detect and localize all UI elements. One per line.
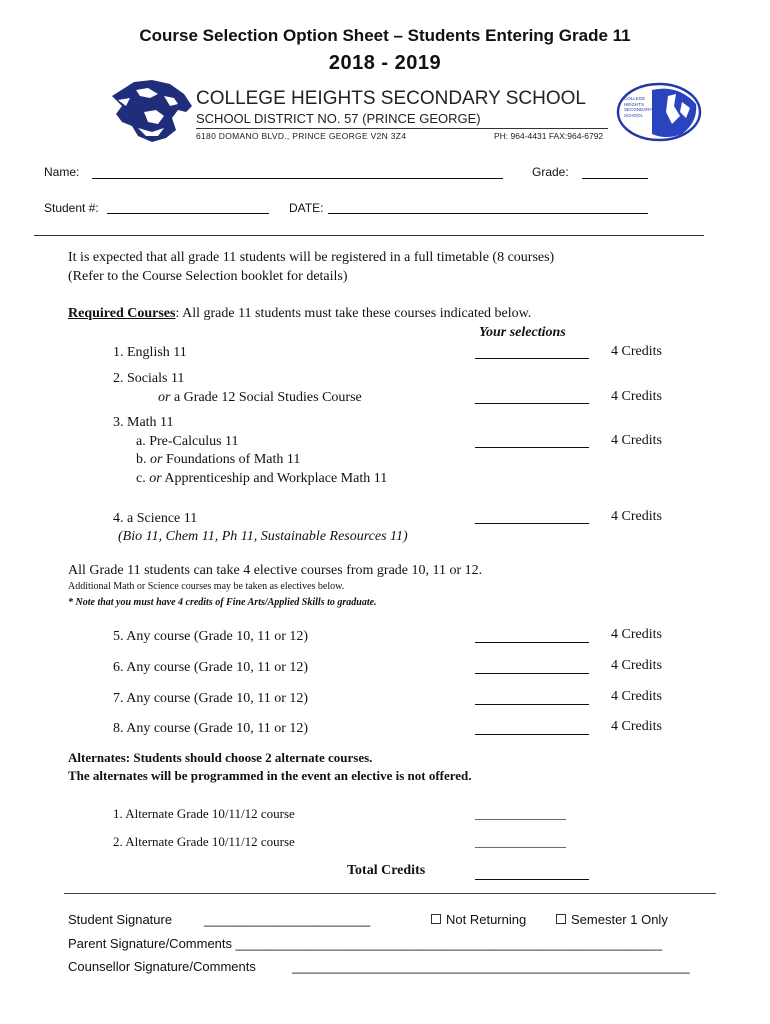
option-text: Apprenticeship and Workplace Math 11	[161, 471, 388, 486]
selection-field[interactable]	[475, 523, 589, 524]
course-math-option	[136, 450, 300, 469]
section-divider	[34, 235, 704, 236]
elective-item: 6. Any course (Grade 10, 11 or 12)	[113, 660, 309, 675]
not-returning-checkbox[interactable]	[431, 912, 526, 927]
credits-label: 4 Credits	[611, 627, 662, 642]
selection-field[interactable]	[475, 358, 589, 359]
electives-note: * Note that you must have 4 credits of Fine Arts/Applied Skills to graduate.	[68, 597, 377, 608]
alternate-field[interactable]: ______________	[475, 806, 566, 821]
date-field[interactable]	[328, 213, 648, 214]
course-socials-alt	[158, 388, 362, 407]
credits-label: 4 Credits	[611, 389, 662, 404]
course-socials: 2. Socials 11	[113, 371, 185, 386]
alternate-item: 1. Alternate Grade 10/11/12 course	[113, 806, 295, 821]
crest-text-line: SCHOOL	[624, 112, 644, 118]
credits-label: 4 Credits	[611, 689, 662, 704]
school-year: 2018 - 2019	[328, 52, 442, 74]
student-number-field[interactable]	[107, 213, 269, 214]
option-text: Foundations of Math 11	[162, 452, 301, 467]
course-math-option: a. Pre-Calculus 11	[136, 434, 239, 449]
school-district: SCHOOL DISTRICT NO. 57 (PRINCE GEORGE)	[196, 111, 481, 126]
alternate-field[interactable]: ______________	[475, 834, 566, 849]
grade-label: Grade:	[532, 165, 569, 179]
crest-text-line: SECONDARY	[624, 107, 653, 112]
name-field[interactable]	[92, 178, 503, 179]
student-signature-label: Student Signature	[68, 912, 173, 927]
counsellor-signature-label: Counsellor Signature/Comments	[68, 959, 256, 974]
intro-line: (Refer to the Course Selection booklet for details)	[68, 269, 348, 284]
elective-item: 7. Any course (Grade 10, 11 or 12)	[113, 691, 309, 706]
not-returning-label: Not Returning	[446, 912, 527, 927]
elective-item: 5. Any course (Grade 10, 11 or 12)	[113, 629, 309, 644]
total-credits-label: Total Credits	[347, 863, 426, 878]
credits-label: 4 Credits	[611, 719, 662, 734]
student-number-label: Student #:	[44, 201, 99, 215]
course-science: 4. a Science 11	[113, 511, 198, 526]
selection-field[interactable]	[475, 704, 589, 705]
or-label: or	[149, 471, 162, 486]
school-crest-icon	[616, 82, 702, 142]
electives-intro: All Grade 11 students can take 4 elective courses from grade 10, 11 or 12.	[68, 563, 483, 578]
electives-note: Additional Math or Science courses may be taken as electives below.	[68, 581, 345, 592]
alternates-note: The alternates will be programmed in the event an elective is not offered.	[68, 768, 472, 783]
elective-item: 8. Any course (Grade 10, 11 or 12)	[113, 721, 309, 736]
semester1-checkbox[interactable]	[556, 912, 668, 927]
page-title: Course Selection Option Sheet – Students Entering Grade 11	[139, 26, 631, 45]
course-science-detail: (Bio 11, Chem 11, Ph 11, Sustainable Resources 11)	[118, 529, 408, 544]
name-label: Name:	[44, 165, 80, 179]
footer-divider	[64, 893, 716, 894]
selection-field[interactable]	[475, 673, 589, 674]
checkbox-icon	[556, 914, 566, 924]
option-prefix: b.	[136, 452, 150, 467]
school-phone: PH: 964-4431 FAX:964-6792	[494, 131, 604, 141]
selection-field[interactable]	[475, 734, 589, 735]
credits-label: 4 Credits	[611, 658, 662, 673]
required-courses-heading	[68, 304, 531, 323]
credits-label: 4 Credits	[611, 509, 662, 524]
socials-alt-text: a Grade 12 Social Studies Course	[170, 390, 362, 405]
school-address: 6180 DOMANO BLVD., PRINCE GEORGE V2N 3Z4	[196, 131, 407, 141]
selection-field[interactable]	[475, 403, 589, 404]
date-label: DATE:	[289, 201, 324, 215]
credits-label: 4 Credits	[611, 433, 662, 448]
required-heading-label: Required Courses	[68, 306, 176, 321]
parent-signature-field[interactable]: Parent Signature/Comments ___________________________________________________________	[68, 936, 663, 951]
or-label: or	[150, 452, 163, 467]
or-label: or	[158, 390, 171, 405]
semester1-label: Semester 1 Only	[571, 912, 668, 927]
checkbox-icon	[431, 914, 441, 924]
selection-field[interactable]	[475, 642, 589, 643]
alternates-heading: Alternates: Students should choose 2 alternate courses.	[68, 750, 373, 765]
option-prefix: c.	[136, 471, 150, 486]
course-math: 3. Math 11	[113, 415, 174, 430]
crest-text-line: COLLEGE	[624, 96, 646, 101]
intro-line: It is expected that all grade 11 students will be registered in a full timetable (8 courses)	[68, 250, 555, 265]
alternate-item: 2. Alternate Grade 10/11/12 course	[113, 834, 295, 849]
school-name: COLLEGE HEIGHTS SECONDARY SCHOOL	[196, 88, 586, 109]
grade-field[interactable]	[582, 178, 648, 179]
course-english: 1. English 11	[113, 345, 187, 360]
total-credits-field[interactable]	[475, 879, 589, 880]
required-heading-text: : All grade 11 students must take these courses indicated below.	[175, 306, 532, 321]
student-signature-field[interactable]: _______________________	[204, 912, 371, 927]
your-selections-label: Your selections	[479, 325, 566, 340]
counsellor-signature-field[interactable]: _______________________________________________________	[292, 959, 690, 974]
crest-text-line: HEIGHTS	[624, 101, 645, 107]
header-divider	[196, 128, 608, 129]
course-math-option	[136, 469, 387, 488]
selection-field[interactable]	[475, 447, 589, 448]
cougar-logo-icon	[108, 76, 194, 146]
credits-label: 4 Credits	[611, 344, 662, 359]
